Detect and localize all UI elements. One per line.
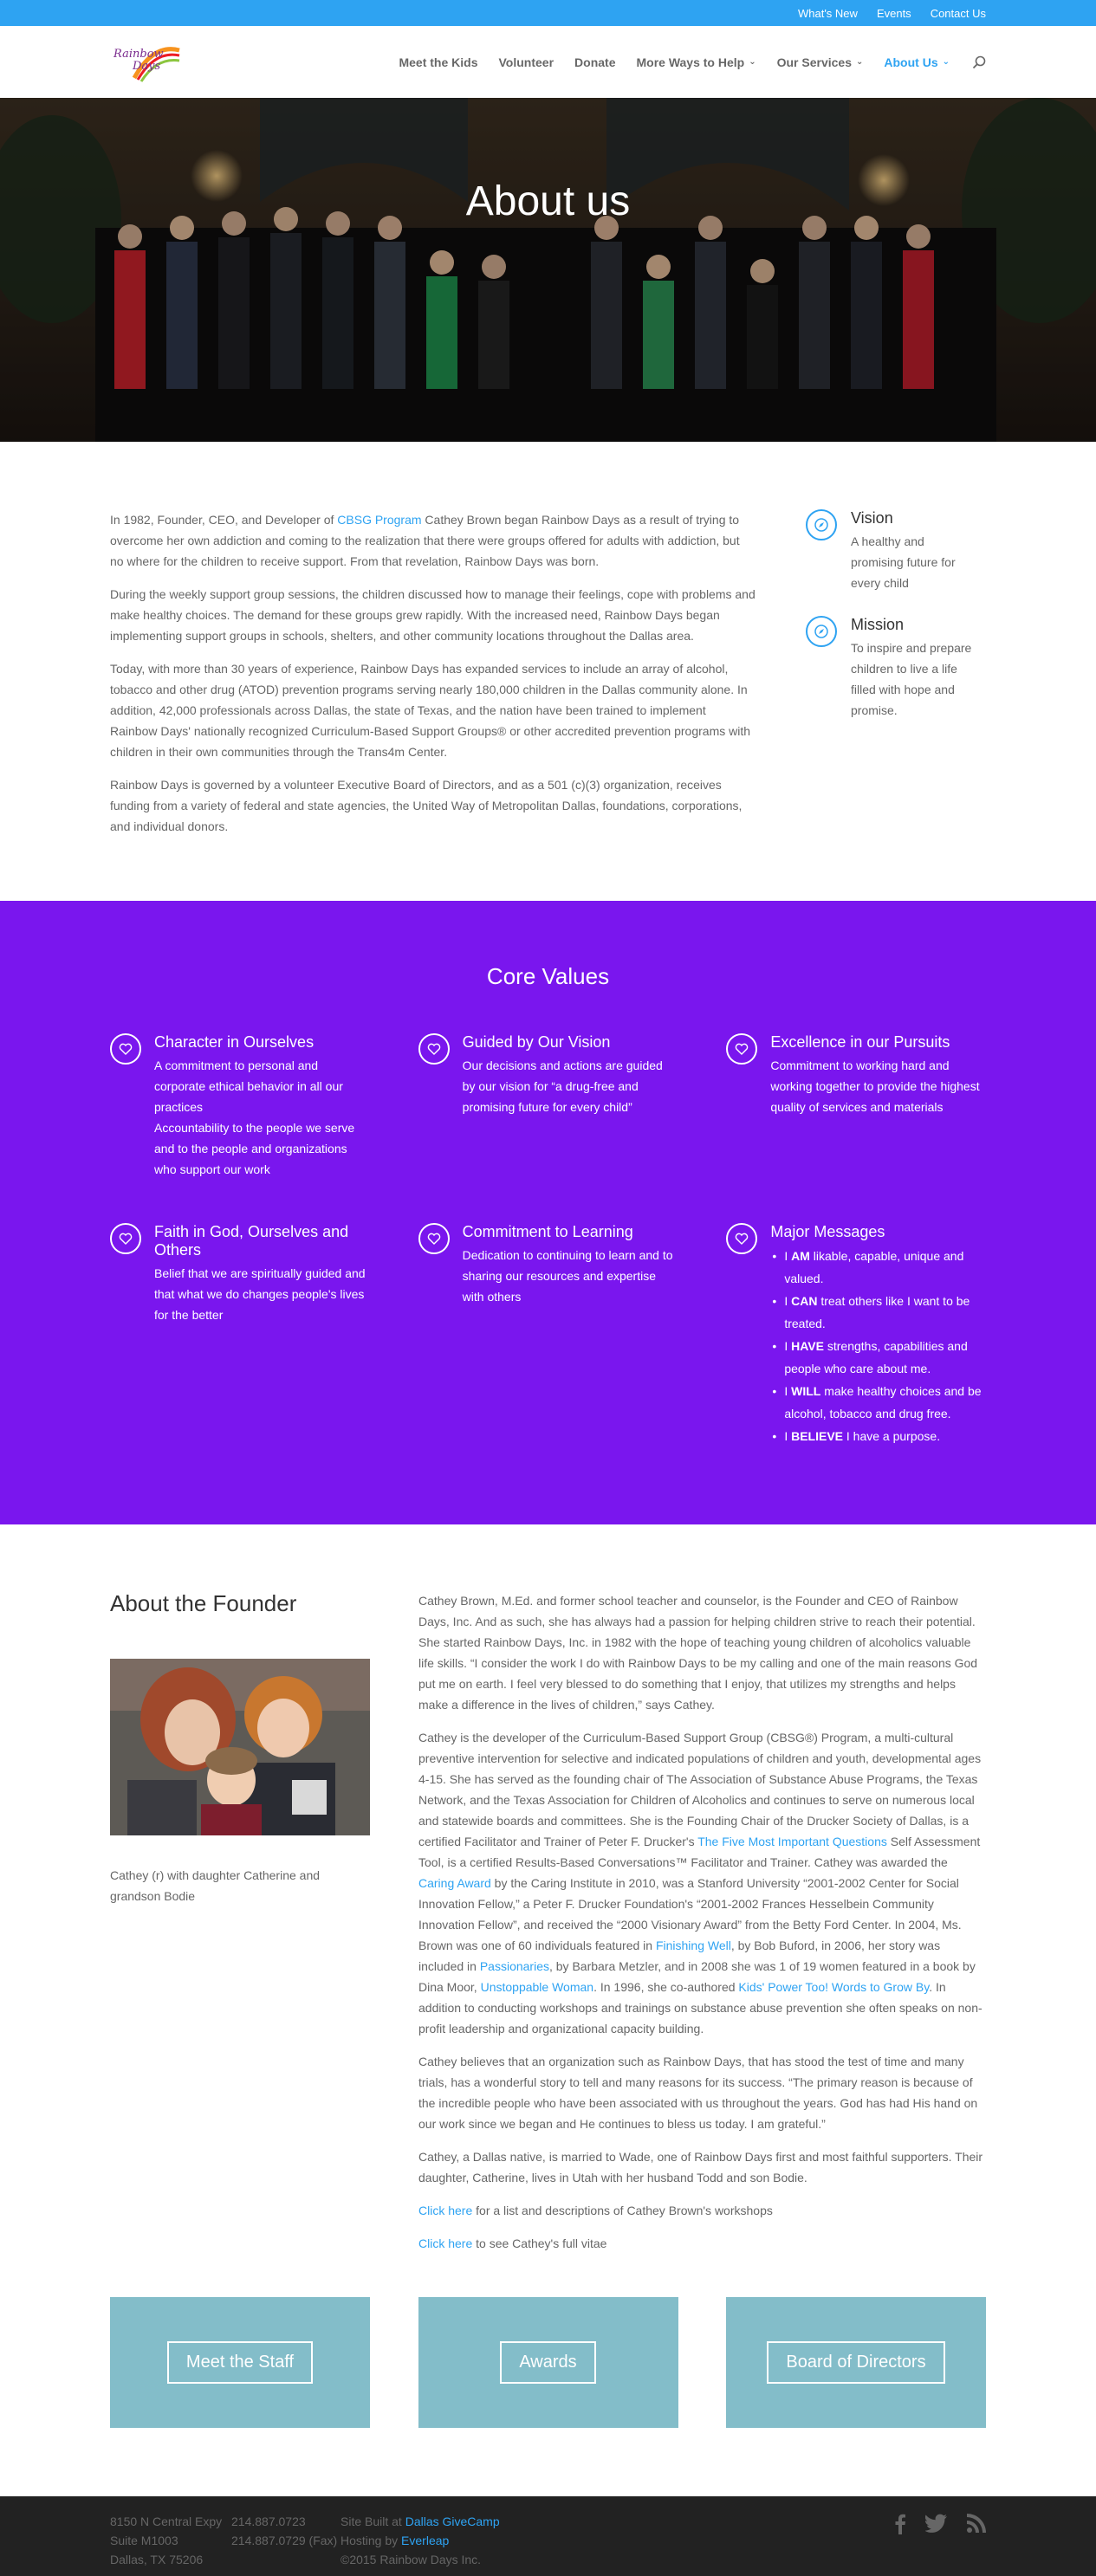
text: likable, capable, unique and valued. [784,1249,964,1285]
credit-line [340,2531,500,2550]
text: . In addition to conducting workshops and trainings on substance abuse prevention she often speaks on non-profit leadership and organizational capacity building. [418,1980,983,2036]
text: , by Bob Buford, in 2006, her story was included in [418,1938,941,1973]
text: AM [791,1249,810,1263]
svg-text:Rainbow: Rainbow [113,47,164,61]
nav-label: Volunteer [498,55,554,69]
mission-title: Mission [851,616,905,633]
intro-paragraph: Rainbow Days is governed by a volunteer Executive Board of Directors, and as a 501 (c)(3) organization, receives funding from a variety of federal and state agencies, the United Way of Metropolitan Dallas, foundations, corporations, and individual donors. [110,778,743,833]
compass-icon [806,509,837,540]
value-text: Belief that we are spiritually guided and that what we do changes people's lives for the better [154,1266,366,1322]
value-title: Commitment to Learning [462,1223,633,1240]
bio-paragraph: Cathey, a Dallas native, is married to Wade, one of Rainbow Days first and most faithful supporters. Their daughter, Catherine, lives in Utah with her husband Todd and son Bodie. [418,2150,983,2184]
vision-mission [806,509,979,849]
awards-button[interactable]: Awards [500,2341,595,2384]
footer-address [110,2512,340,2576]
rss-icon[interactable] [967,2514,986,2533]
bio-paragraph [418,2233,983,2254]
founder-title: About the Founder [110,1590,297,1616]
bio-paragraph: Cathey believes that an organization such as Rainbow Days, that has stood the test of time and many trials, has a wonderful story to tell and many reasons for its success. “The primary reason is because of the incredible people who have been associated with us throughout the years. God has had His hand on our work since we began and He continues to bless us today. I am grateful.” [418,2055,978,2131]
meet-the-staff-button[interactable]: Meet the Staff [167,2341,313,2384]
caring-award-link[interactable]: Caring Award [418,1876,491,1890]
bio-paragraph [418,1727,983,2039]
main-nav [378,55,986,69]
nav-label: About Us [884,55,938,69]
phone-text: 214.887.0723 [231,2515,306,2528]
footer-credits [340,2512,500,2576]
vision-title: Vision [851,509,893,527]
group-photo-background [0,98,1096,442]
intro-section [0,442,1096,901]
bio-paragraph: Cathey Brown, M.Ed. and former school teacher and counselor, is the Founder and CEO of Rainbow Days, Inc. And as such, she has always had a passion for helping children strive to reach their potential. She started Rainbow Days, Inc. in 1982 with the hope of teaching young children of alcoholics valuable life skills. “I consider the work I do with Rainbow Days to be my calling and one of the main reasons God put me on earth. I feel very blessed to do something that I enjoy, that utilizes my strengths and helps make a difference in the lives of children,” says Cathey. [418,1594,978,1712]
givecamp-link[interactable]: Dallas GiveCamp [405,2515,500,2528]
core-values-section [0,901,1096,1524]
vision-blurb [806,509,979,593]
text: I [784,1339,792,1353]
value-title: Guided by Our Vision [462,1033,611,1051]
heart-icon [726,1033,757,1065]
text: , by Barbara Metzler, and in 2008 she was 1 of 19 women featured in a book by Dina Moor, [418,1959,976,1994]
unstoppable-woman-link[interactable]: Unstoppable Woman [480,1980,594,1994]
list-item [770,1245,986,1290]
founder-sidebar [110,1590,370,2266]
founder-section [0,1524,1096,2266]
value-text: Dedication to continuing to learn and to sharing our resources and expertise with others [462,1248,673,1304]
top-link-events[interactable]: Events [876,6,911,20]
address-line [110,2512,340,2531]
main-header [0,26,1096,98]
value-title: Major Messages [770,1223,885,1240]
heart-icon [110,1223,141,1254]
value-excellence [726,1033,986,1180]
messages-list [770,1245,986,1447]
list-item [770,1380,986,1425]
top-link-whats-new[interactable]: What's New [797,6,858,20]
hero-banner [0,98,1096,442]
heart-icon [418,1223,450,1254]
heart-icon [726,1223,757,1254]
text: for a list and descriptions of Cathey Brown's workshops [472,2204,773,2217]
heart-icon [110,1033,141,1065]
five-questions-link[interactable]: The Five Most Important Questions [697,1835,887,1848]
cbsg-program-link[interactable]: CBSG Program [337,513,422,527]
value-learning [418,1223,678,1447]
value-text: Commitment to working hard and working together to provide the highest quality of services and materials [770,1058,980,1114]
core-values-title: Core Values [486,963,610,989]
meet-the-staff-card [110,2297,370,2428]
intro-paragraph: Today, with more than 30 years of experience, Rainbow Days has expanded services to include an array of alcohol, tobacco and other drug (ATOD) prevention programs serving nearly 180,000 children in the Dallas community alone. In addition, 42,000 professionals across Dallas, the state of Texas, and the nation have been trained to implement Rainbow Days' nationally recognized Curriculum-Based Support Groups® or other accredited prevention programs with children in their own communities through the Trans4m Center. [110,662,751,759]
text: Cathey is the developer of the Curriculum-Based Support Group (CBSG®) Program, a multi-cultural preventive intervention for selective and indicated populations of children and youth, developmental ages 4-15. She has served as the founding chair of The Association of Substance Abuse Programs, the Texas Network, and the Texas Association for Children of Alcoholics and continues to serve on numerous local and statewide boards and committees. She is the Founding Chair of the Drucker Society of Dallas, is a certified Facilitator and Trainer of Peter F. Drucker's [418,1731,982,1848]
text: CAN [791,1294,818,1308]
text: strengths, capabilities and people who care about me. [784,1339,968,1375]
finishing-well-link[interactable]: Finishing Well [655,1938,731,1952]
value-faith [110,1223,370,1447]
family-photo-image [110,1659,370,1835]
photo-caption: Cathey (r) with daughter Catherine and grandson Bodie [110,1868,321,1903]
text: . In 1996, she co-authored [593,1980,739,1994]
twitter-icon[interactable] [925,2514,948,2533]
text: make healthy choices and be alcohol, tobacco and drug free. [784,1384,982,1421]
nav-label: Donate [574,55,616,69]
intro-text [110,509,756,849]
founder-family-photo [110,1659,370,1835]
svg-text:Days: Days [133,59,161,73]
founder-bio [418,1590,983,2266]
value-major-messages [726,1223,986,1447]
text: I [784,1384,792,1398]
social-links [894,2512,986,2576]
value-text: A commitment to personal and corporate ethical behavior in all our practices [154,1058,343,1114]
nav-more-ways-to-help[interactable] [636,55,756,69]
passionaries-link[interactable]: Passionaries [479,1959,549,1973]
address-text: 8150 N Central Expy [110,2515,223,2528]
nav-about-us[interactable] [884,55,950,69]
value-vision [418,1033,678,1180]
values-grid [110,1033,986,1447]
value-title: Faith in God, Ourselves and Others [154,1223,349,1259]
text: I [784,1429,792,1443]
vitae-link[interactable]: Click here [418,2236,473,2250]
text: Cathey Brown began Rainbow Days as a result of trying to overcome her own addiction and coming to the realization that there were groups offered for adults with addiction, but no where for the children to receive support. From that revelation, Rainbow Days was born. [110,513,740,568]
nav-label: Meet the Kids [399,55,478,69]
awards-card [418,2297,678,2428]
logo[interactable] [110,40,181,85]
value-title: Excellence in our Pursuits [770,1033,950,1051]
mission-text: To inspire and prepare children to live a life filled with hope and promise. [851,641,972,717]
address-line [110,2531,340,2550]
footer-info [110,2512,500,2576]
compass-icon [806,616,837,647]
chevron-down-icon: ⌄ [942,57,950,67]
text: HAVE [791,1339,824,1353]
top-bar [0,0,1096,26]
vision-text: A healthy and promising future for every child [851,534,956,590]
chevron-down-icon: ⌄ [856,57,864,67]
text: In 1982, Founder, CEO, and Developer of [110,513,338,527]
value-text: Accountability to the people we serve and to the people and organizations who support our work [154,1121,355,1176]
list-item [770,1335,986,1380]
cta-row [0,2266,1096,2428]
value-title: Character in Ourselves [154,1033,315,1051]
nav-label: More Ways to Help [636,55,745,69]
list-item [770,1290,986,1335]
board-card [726,2297,986,2428]
heart-icon [418,1033,450,1065]
copyright: ©2015 Rainbow Days Inc. [340,2553,482,2566]
text: Self Assessment Tool, is a certified Results-Based Conversations™ Facilitator and Trainer. Cathey was awarded the [418,1835,981,1869]
credit-line [340,2512,500,2531]
facebook-icon[interactable] [894,2514,906,2534]
top-link-contact[interactable]: Contact Us [930,6,986,20]
nav-meet-the-kids[interactable] [399,55,477,69]
chevron-down-icon: ⌄ [749,57,756,67]
kids-power-link[interactable]: Kids' Power Too! Words to Grow By [738,1980,930,1994]
nav-label: Our Services [776,55,852,69]
address-text: Dallas, TX 75206 [110,2553,204,2566]
text: Hosting by [340,2534,402,2547]
page-title: About us [465,178,631,224]
value-character [110,1033,370,1180]
nav-our-services[interactable] [777,55,864,69]
text: to see Cathey's full vitae [472,2236,607,2250]
bio-paragraph [418,2200,983,2221]
text: by the Caring Institute in 2010, was a Stanford University “2001-2002 Center for Social Innovation Fellow,” a Peter F. Drucker Foundation's “2001-2002 Frances Hesselbein Community Innovation Fellow”, and received the “2000 Visionary Award” from the Betty Ford Center. In 2004, Ms. Brown was one of 60 individuals featured in [418,1876,962,1952]
list-item [770,1425,986,1447]
rainbow-logo-icon [110,40,181,85]
mission-blurb [806,616,979,721]
value-text: Our decisions and actions are guided by our vision for “a drug-free and promising future for every child” [462,1058,663,1114]
workshops-link[interactable]: Click here [418,2204,473,2217]
footer [0,2496,1096,2576]
nav-volunteer[interactable] [499,55,554,69]
intro-paragraph: During the weekly support group sessions, the children discussed how to manage their feelings, cope with problems and make healthy choices. The demand for these groups grew rapidly. With the increased need, Rainbow Days began implementing support groups in schools, shelters, and other community locations throughout the Dallas area. [110,587,756,643]
text: I [784,1294,792,1308]
text: I [784,1249,792,1263]
everleap-link[interactable]: Everleap [401,2534,450,2547]
text: treat others like I want to be treated. [784,1294,970,1330]
text: WILL [791,1384,821,1398]
intro-paragraph [110,509,756,572]
text: BELIEVE [791,1429,844,1443]
nav-donate[interactable] [574,55,615,69]
address-text: Suite M1003 [110,2534,178,2547]
search-icon[interactable] [972,55,986,69]
text: I have a purpose. [843,1429,941,1443]
text: Site Built at [340,2515,405,2528]
fax-text: 214.887.0729 (Fax) [231,2534,338,2547]
board-of-directors-button[interactable]: Board of Directors [767,2341,944,2384]
